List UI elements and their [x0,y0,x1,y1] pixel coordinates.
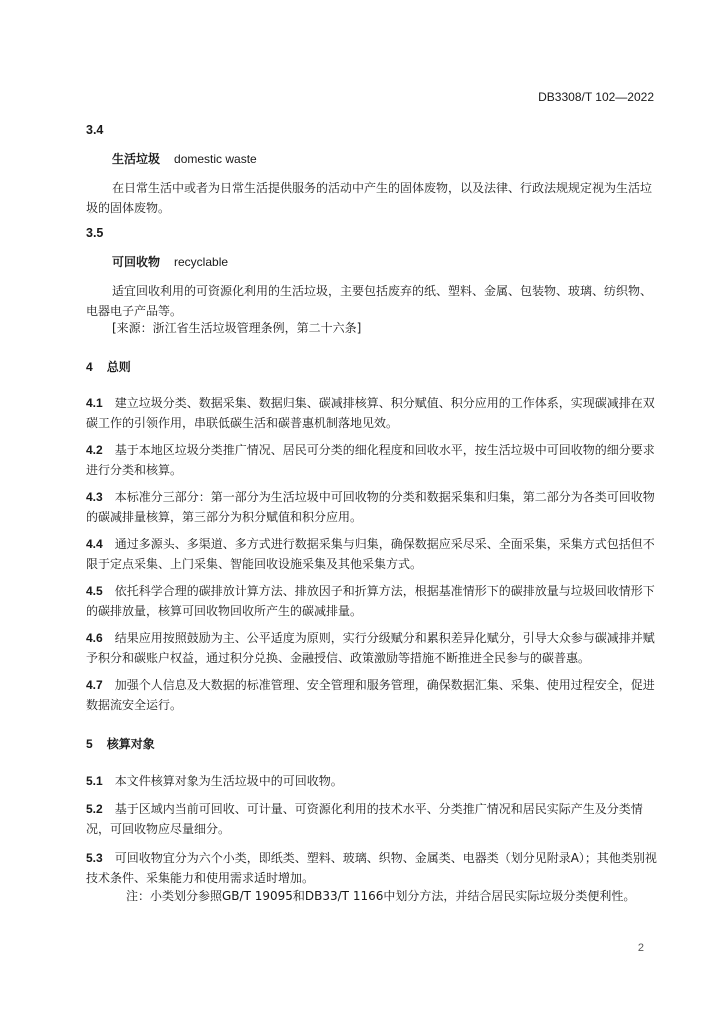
clause-text: 基于区域内当前可回收、可计量、可资源化利用的技术水平、分类推广情况和居民实际产生及分类情况，可回收物应尽量细分。 [86,802,643,836]
clause-number: 5.2 [86,802,103,816]
clause-text: 依托科学合理的碳排放计算方法、排放因子和折算方法，根据基准情形下的碳排放量与垃圾回收情形下的碳排放量，核算可回收物回收所产生的碳减排量。 [86,584,655,618]
clause-text: 可回收物宜分为六个小类，即纸类、塑料、玻璃、织物、金属类、电器类（划分见附录A）；其他类别视技术条件、采集能力和使用需求适时增加。 [86,851,657,885]
term-definition: 在日常生活中或者为日常生活提供服务的活动中产生的固体废物，以及法律、行政法规规定视为生活垃圾的固体废物。 [86,181,653,215]
term-zh: 可回收物 [112,255,161,269]
clause-number: 4.2 [86,443,103,457]
clause-text: 本标准分三部分：第一部分为生活垃圾中可回收物的分类和数据采集和归集，第二部分为各类可回收物的碳减排量核算，第三部分为积分赋值和积分应用。 [86,490,655,524]
section-number: 4 [86,360,93,374]
section-heading-4 [86,357,658,377]
clause-5-2 [86,799,658,839]
term-en: domestic waste [174,152,257,166]
term-number-3-4: 3.4 [86,123,104,137]
clause-number: 4.3 [86,490,103,504]
term-en: recyclable [174,255,229,269]
term-source: [来源：浙江省生活垃圾管理条例，第二十六条] [112,321,362,335]
clause-5-3 [86,848,658,888]
clause-4-6 [86,628,658,668]
term-zh: 生活垃圾 [112,152,161,166]
clause-text: 基于本地区垃圾分类推广情况、居民可分类的细化程度和回收水平，按生活垃圾中可回收物的细分要求进行分类和核算。 [86,443,655,477]
clause-number: 4.4 [86,537,103,551]
term-definition: 适宜回收利用的可资源化利用的生活垃圾，主要包括废弃的纸、塑料、金属、包装物、玻璃、纺织物、电器电子产品等。 [86,284,653,318]
clause-4-2 [86,440,658,480]
clause-text: 本文件核算对象为生活垃圾中的可回收物。 [114,774,343,788]
section-heading-5 [86,734,658,754]
clause-number: 4.1 [86,396,103,410]
term-number-3-5: 3.5 [86,226,104,240]
clause-number: 5.1 [86,774,103,788]
clause-text: 通过多源头、多渠道、多方式进行数据采集与归集，确保数据应采尽采、全面采集，采集方式包括但不限于定点采集、上门采集、智能回收设施采集及其他采集方式。 [86,537,655,571]
clause-4-1 [86,393,658,433]
clause-number: 5.3 [86,851,103,865]
clause-4-4 [86,534,658,574]
clause-text: 加强个人信息及大数据的标准管理、安全管理和服务管理，确保数据汇集、采集、使用过程安全，促进数据流安全运行。 [86,678,655,712]
term-title-3-4 [112,149,684,169]
page-number: 2 [637,942,644,954]
clause-number: 4.7 [86,678,103,692]
clause-4-5 [86,581,658,621]
clause-number: 4.5 [86,584,103,598]
section-title: 总则 [106,360,131,374]
section-number: 5 [86,737,93,751]
clause-4-3 [86,487,658,527]
clause-4-7 [86,675,658,715]
clause-text: 建立垃圾分类、数据采集、数据归集、碳减排核算、积分赋值、积分应用的工作体系，实现碳减排在双碳工作的引领作用，串联低碳生活和碳普惠机制落地见效。 [86,396,655,430]
standard-code: DB3308/T 102—2022 [538,90,654,104]
section-title: 核算对象 [106,737,155,751]
clause-5-1 [86,771,658,791]
note: 注：小类划分参照GB/T 19095和DB33/T 1166中划分方法，并结合居民实际垃圾分类便利性。 [126,889,636,903]
clause-text: 结果应用按照鼓励为主、公平适度为原则，实行分级赋分和累积差异化赋分，引导大众参与碳减排并赋予积分和碳账户权益，通过积分兑换、金融授信、政策激励等措施不断推进全民参与的碳普惠。 [86,631,655,665]
term-title-3-5 [112,252,684,272]
clause-number: 4.6 [86,631,103,645]
